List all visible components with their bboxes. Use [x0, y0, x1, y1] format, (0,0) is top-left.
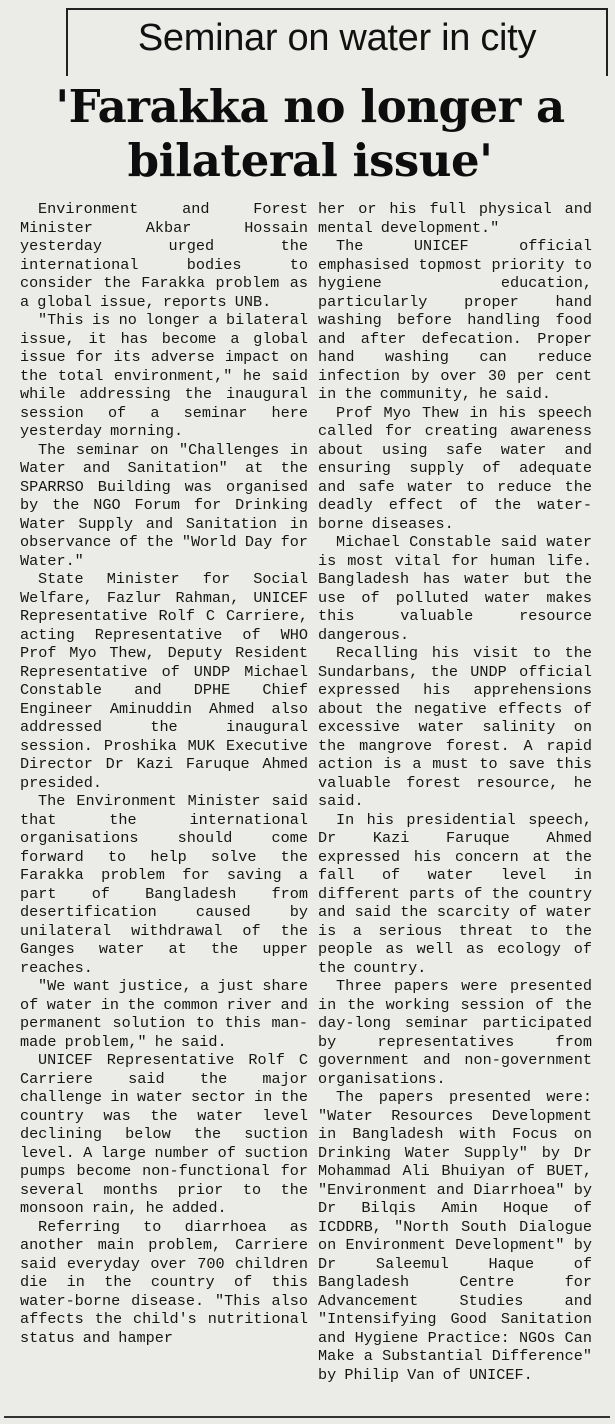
paragraph: "We want justice, a just share of water in the common river and permanent solution to this man-made problem," he said. — [20, 977, 308, 1051]
paragraph: UNICEF Representative Rolf C Carriere said the major challenge in water sector in the country was the water level declining below the suction level. A large number of suction pumps become non-functional for several months prior to the monsoon rain, he added. — [20, 1051, 308, 1217]
paragraph: Michael Constable said water is most vital for human life. Bangladesh has water but the use of polluted water makes this valuable resource dangerous. — [318, 533, 592, 644]
headline: 'Farakka no longer a bilateral issue' — [55, 80, 565, 187]
paragraph: Prof Myo Thew in his speech called for creating awareness about using safe water and ensuring supply of adequate and safe water to reduce the deadly effect of the water-borne diseases. — [318, 403, 592, 533]
paragraph: Three papers were presented in the working session of the day-long seminar participated by representatives from government and non-government organisations. — [318, 977, 592, 1088]
kicker: Seminar on water in city — [137, 17, 537, 59]
paragraph: The UNICEF official emphasised topmost priority to hygiene education, particularly proper hand washing before handling food and after defecation. Proper hand washing can reduce infection by over 30 per cent in the community, he said. — [318, 237, 592, 403]
article-column-left — [20, 200, 308, 1347]
bottom-rule — [4, 1416, 610, 1418]
paragraph: In his presidential speech, Dr Kazi Faruque Ahmed expressed his concern at the fall of water level in different parts of the country and said the scarcity of water is a serious threat to the people as well as ecology of the country. — [318, 810, 592, 977]
paragraph: The seminar on "Challenges in Water and Sanitation" at the SPARRSO Building was organised by the NGO Forum for Drinking Water Supply and Sanitation in observance of the "World Day for Water." — [20, 440, 308, 570]
paragraph: The papers presented were: "Water Resources Development in Bangladesh with Focus on Drinking Water Supply" by Dr Mohammad Ali Bhuiyan of BUET, "Environment and Diarrhoea" by Dr Bilqis Amin Hoque of ICDDRB, "North South Dialogue on Environment Development" by Dr Saleemul Haque of Bangladesh Centre for Advancement Studies and "Intensifying Good Sanitation and Hygiene Practice: NGOs Can Make a Substantial Difference" by Philip Van of UNICEF. — [318, 1088, 592, 1384]
paragraph: Referring to diarrhoea as another main problem, Carriere said everyday over 700 children die in the country of this water-borne disease. "This also affects the child's nutritional status and hamper — [20, 1217, 308, 1347]
kicker-box-top-rule — [66, 8, 607, 10]
paragraph: State Minister for Social Welfare, Fazlur Rahman, UNICEF Representative Rolf C Carriere, acting Representative of WHO Prof Myo Thew, Deputy Resident Representative of UNDP Michael Constable and DPHE Chief Engineer Aminuddin Ahmed also addressed the inaugural session. Proshika MUK Executive Director Dr Kazi Faruque Ahmed presided. — [20, 570, 308, 792]
paragraph-continued: her or his full physical and mental development." — [318, 200, 592, 237]
paragraph: Recalling his visit to the Sundarbans, the UNDP official expressed his apprehensions about the negative effects of excessive water salinity on the mangrove forest. A rapid action is a must to save this valuable forest resource, he said. — [318, 644, 592, 810]
article-column-right — [318, 200, 592, 1384]
paragraph: Environment and Forest Minister Akbar Hossain yesterday urged the international bodies to consider the Farakka problem as a global issue, reports UNB. — [20, 200, 308, 311]
paragraph: The Environment Minister said that the international organisations should come forward to help solve the Farakka problem for saving a part of Bangladesh from desertification caused by unilateral withdrawal of the Ganges water at the upper reaches. — [20, 792, 308, 977]
paragraph: "This is no longer a bilateral issue, it has become a global issue for its adverse impact on the total environment," he said while addressing the inaugural session of a seminar here yesterday morning. — [20, 311, 308, 440]
kicker-box-right-rule — [606, 8, 608, 76]
